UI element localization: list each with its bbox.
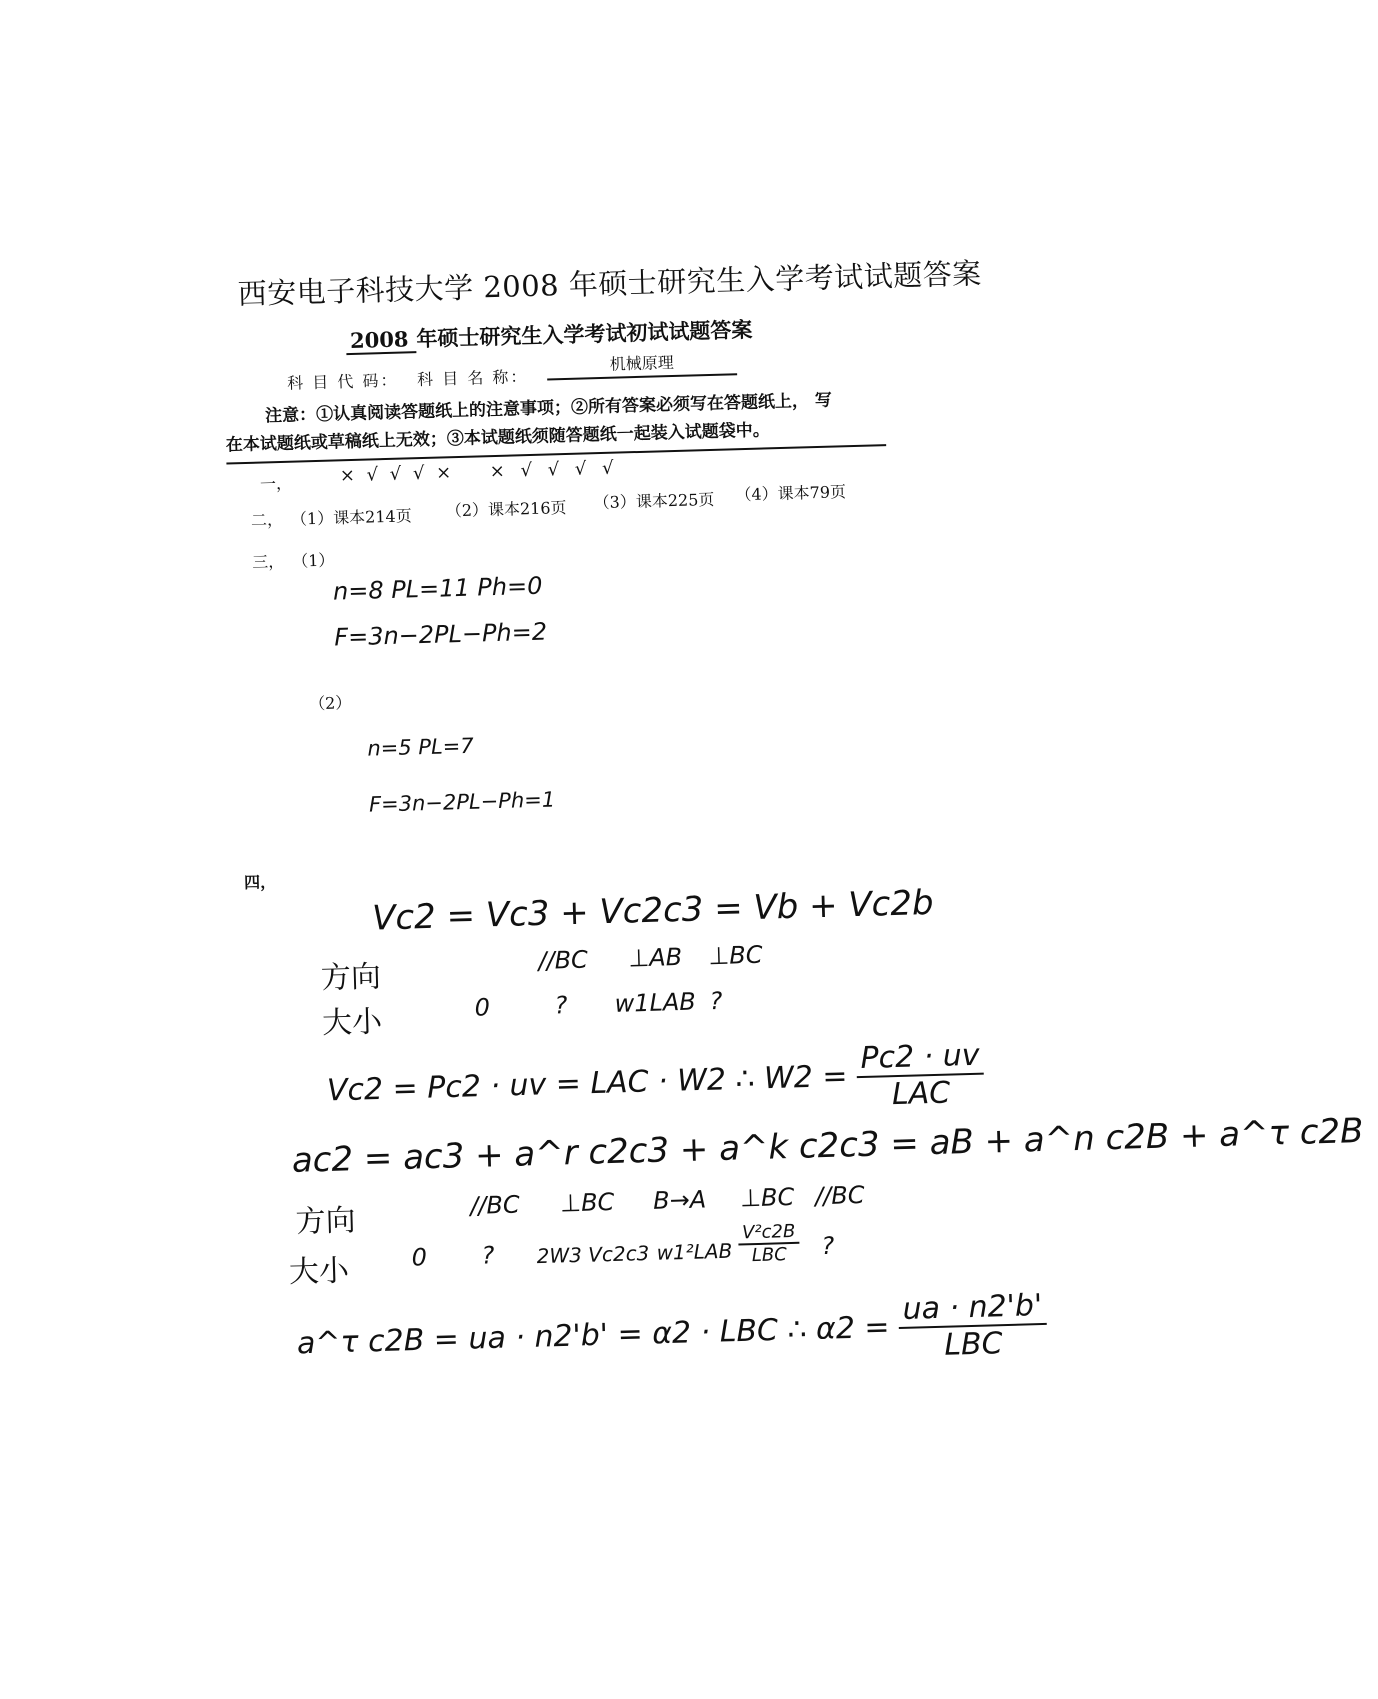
acceleration-magnitude-5: ? <box>821 1231 835 1261</box>
velocity-result-numerator: Pc2 · uv <box>856 1038 984 1079</box>
section-1-answers-b: × √ √ √ √ <box>489 457 619 483</box>
acceleration-magnitude-fraction-numerator: V²c2B <box>738 1221 800 1246</box>
section-3-part-1-line-1: n=8 PL=11 Ph=0 <box>332 571 543 606</box>
acceleration-direction-1: //BC <box>469 1190 521 1220</box>
section-3-part-2-line-2: F=3n−2PL−Ph=1 <box>368 787 556 817</box>
acceleration-magnitude-2: ? <box>481 1241 495 1270</box>
velocity-direction-1: //BC <box>538 945 589 975</box>
subject-name-value: 机械原理 <box>546 348 737 380</box>
velocity-result-lhs: Vc2 = Pc2 · uv = LAC · W2 ∴ W2 = <box>326 1058 848 1109</box>
acceleration-magnitude-fraction-denominator: LBC <box>751 1244 788 1267</box>
velocity-result <box>326 1038 985 1128</box>
velocity-magnitude-1: 0 <box>474 993 491 1022</box>
subject-code-label: 科 目 代 码： <box>286 370 399 393</box>
acceleration-direction-3: B→A <box>652 1185 707 1215</box>
section-3-part-1-line-2: F=3n−2PL−Ph=2 <box>333 617 548 652</box>
section-1-answers-a: × √ √ √ × <box>339 462 455 487</box>
section-3-part-2-line-1: n=5 PL=7 <box>367 733 474 761</box>
section-2-item-3: （3）课本225页 <box>593 489 715 513</box>
acceleration-direction-4: ⊥BC <box>739 1182 795 1213</box>
notice-line-2: 在本试题纸或草稿纸上无效；③本试题纸须随答题纸一起装入试题袋中。 <box>225 420 770 456</box>
acceleration-magnitude-3: 2W3 Vc2c3 <box>536 1240 650 1269</box>
acceleration-direction-5: //BC <box>814 1180 865 1211</box>
velocity-result-fraction <box>856 1038 985 1114</box>
subtitle-year: 2008 <box>346 326 417 355</box>
acceleration-result-numerator: ua · n2'b' <box>898 1288 1047 1329</box>
velocity-magnitude-3: w1LAB <box>614 987 697 1018</box>
velocity-direction-3: ⊥BC <box>707 940 763 971</box>
section-3-label: 三， <box>251 551 285 572</box>
section-2-label: 二， <box>250 509 284 530</box>
velocity-magnitude-label: 大小 <box>321 1004 383 1042</box>
velocity-direction-label: 方向 <box>320 959 382 997</box>
acceleration-result <box>296 1288 1048 1381</box>
section-3-part-1-label: （1） <box>291 550 335 571</box>
section-2-item-4: （4）课本79页 <box>735 482 847 505</box>
section-1-label: 一， <box>259 473 293 494</box>
velocity-magnitude-4: ? <box>709 986 723 1016</box>
acceleration-result-lhs: a^τ c2B = ua · n2'b' = α2 · LBC ∴ α2 = <box>296 1309 891 1362</box>
acceleration-equation: ac2 = ac3 + a^r c2c3 + a^k c2c3 = aB + a^n c2B + a^τ c2B <box>291 1111 1364 1181</box>
section-4-label: 四， <box>243 872 277 893</box>
acceleration-magnitude-4: w1²LAB <box>656 1238 733 1265</box>
acceleration-direction-2: ⊥BC <box>559 1187 615 1218</box>
subtitle-text: 年硕士研究生入学考试初试试题答案 <box>416 316 753 352</box>
notice-line-1: 注意：①认真阅读答题纸上的注意事项；②所有答案必须写在答题纸上， 写 <box>264 390 833 427</box>
acceleration-magnitude-1: 0 <box>411 1243 428 1272</box>
acceleration-magnitude-label: 大小 <box>288 1253 350 1291</box>
acceleration-direction-label: 方向 <box>295 1203 357 1240</box>
velocity-result-denominator: LAC <box>891 1075 951 1113</box>
section-3-part-2-label: （2） <box>308 693 352 714</box>
acceleration-result-fraction <box>898 1288 1048 1364</box>
subject-name-label: 科 目 名 称： <box>416 367 529 390</box>
section-2-item-1: （1）课本214页 <box>290 506 412 529</box>
acceleration-magnitude-fraction-body <box>738 1221 800 1267</box>
velocity-equation: Vc2 = Vc3 + Vc2c3 = Vb + Vc2b <box>371 882 935 939</box>
velocity-magnitude-2: ? <box>554 991 568 1020</box>
section-2-item-2: （2）课本216页 <box>445 498 567 521</box>
acceleration-magnitude-fraction <box>738 1221 800 1267</box>
velocity-direction-2: ⊥AB <box>628 942 683 973</box>
acceleration-result-denominator: LBC <box>943 1326 1004 1363</box>
page-title: 西安电子科技大学 2008 年硕士研究生入学考试试题答案 <box>237 256 983 312</box>
